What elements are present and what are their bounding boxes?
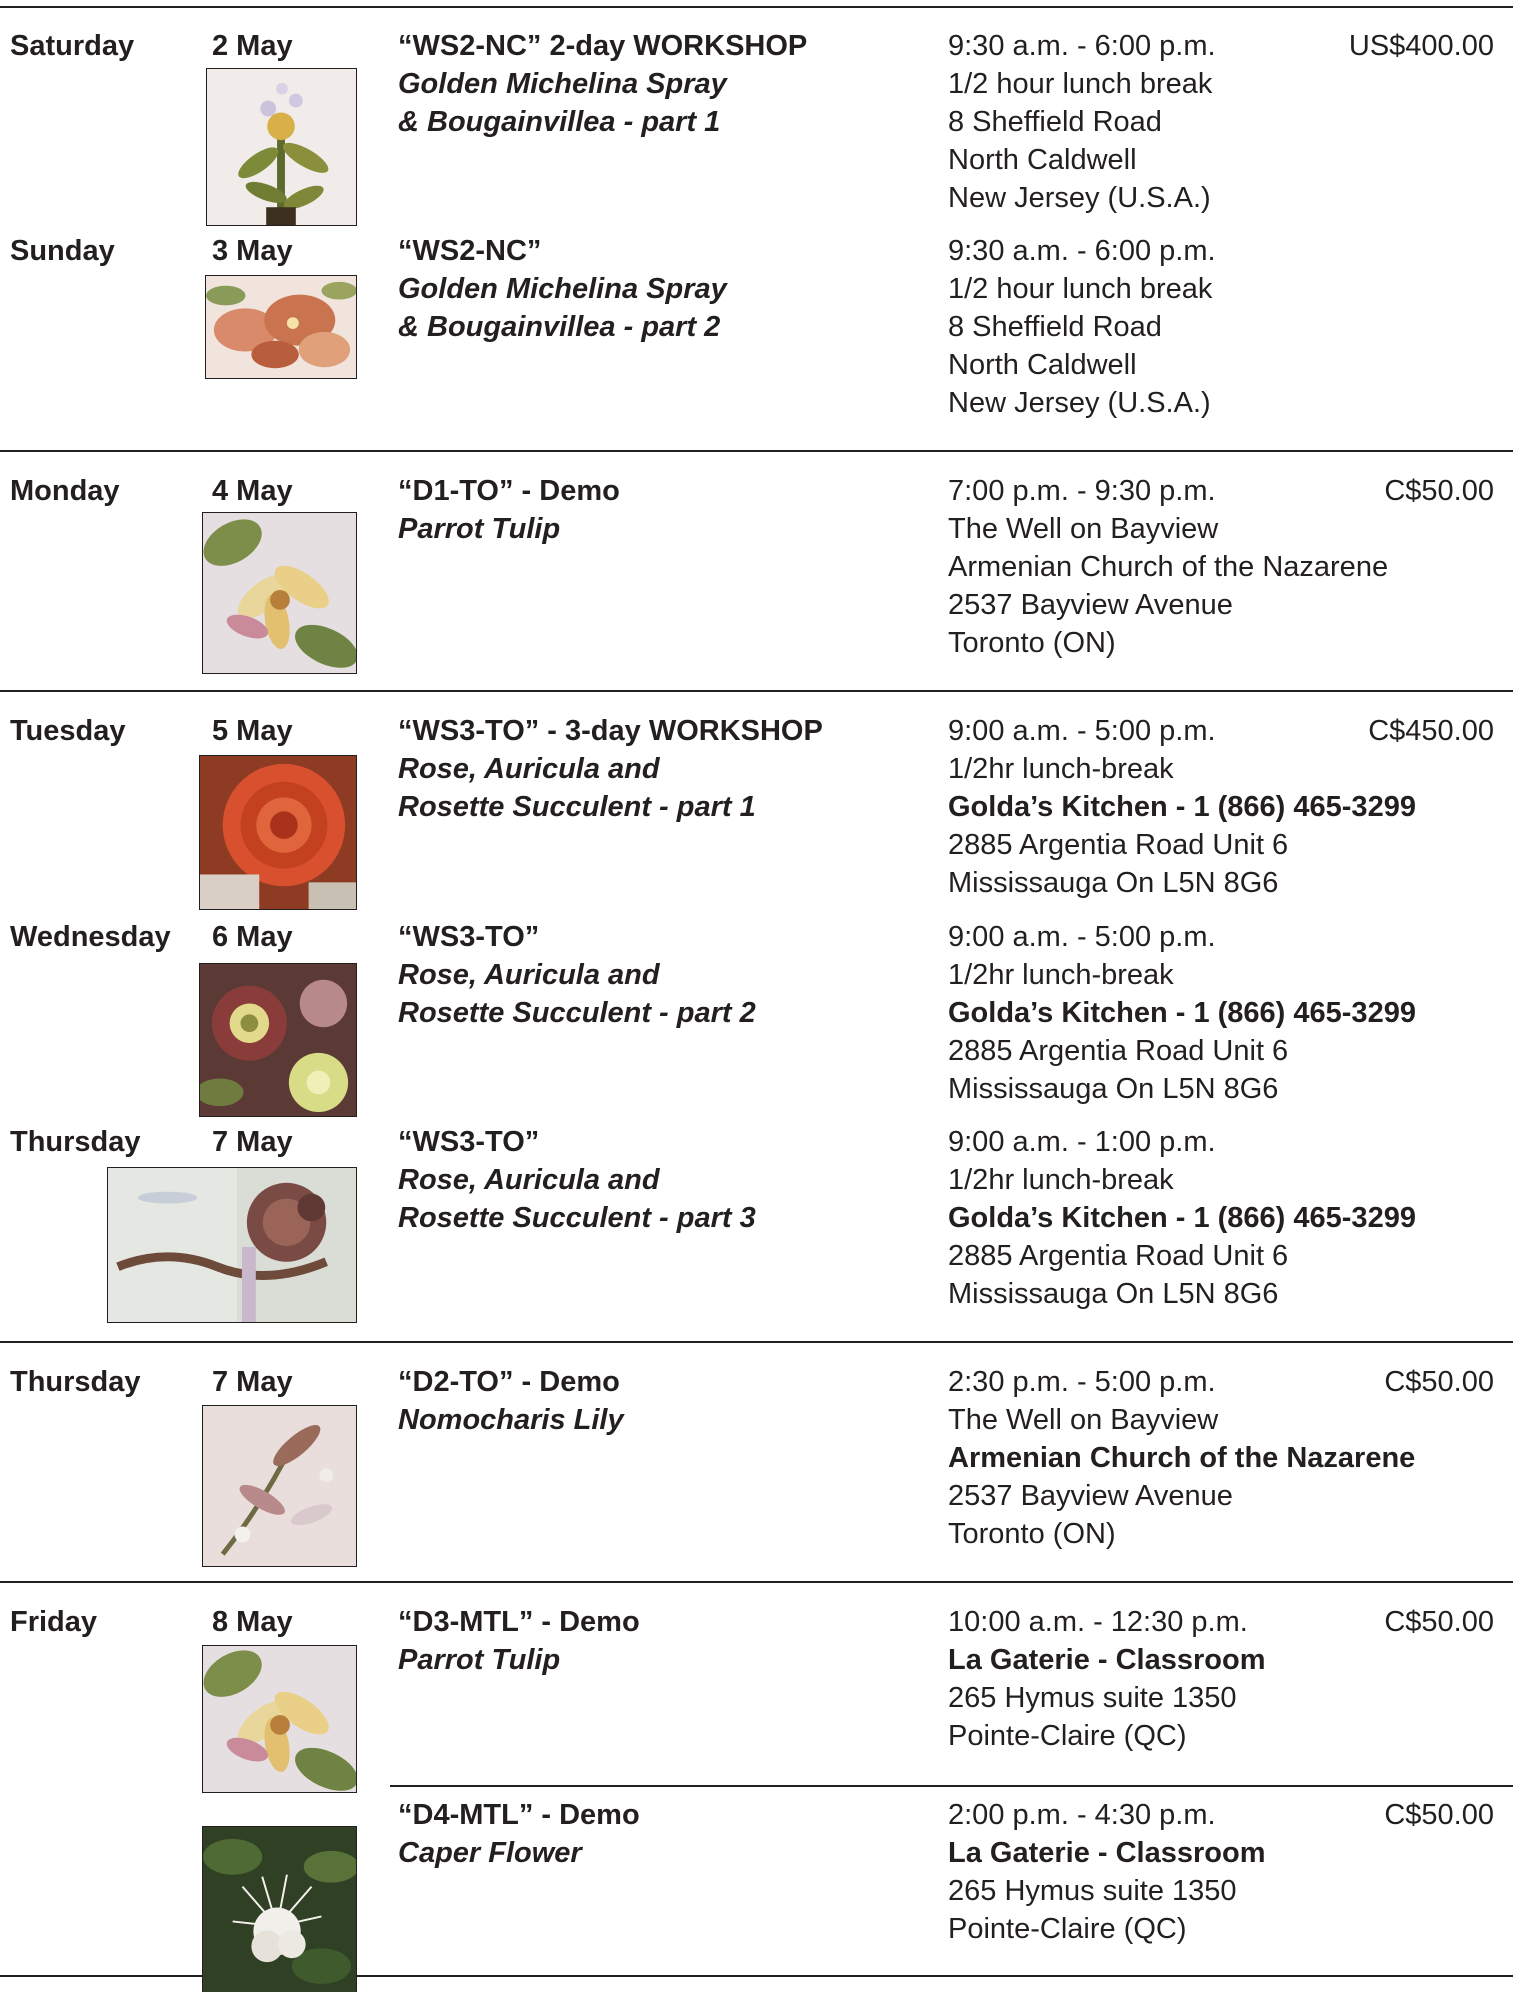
event-subtitle: Rosette Succulent - part 3 bbox=[398, 1202, 756, 1234]
event-location: 8 Sheffield Road bbox=[948, 106, 1162, 138]
date-label: 4 May bbox=[212, 475, 293, 507]
event-location: Pointe-Claire (QC) bbox=[948, 1720, 1187, 1752]
event-location: Golda’s Kitchen - 1 (866) 465-3299 bbox=[948, 1202, 1416, 1234]
event-subtitle: & Bougainvillea - part 2 bbox=[398, 311, 721, 343]
golden-michelina-spray-photo bbox=[206, 68, 357, 226]
event-time: 2:30 p.m. - 5:00 p.m. bbox=[948, 1366, 1216, 1398]
day-label: Friday bbox=[10, 1606, 98, 1638]
event-location: Golda’s Kitchen - 1 (866) 465-3299 bbox=[948, 997, 1416, 1029]
event-title: “D3-MTL” - Demo bbox=[398, 1606, 640, 1638]
event-location: 2885 Argentia Road Unit 6 bbox=[948, 1035, 1289, 1067]
date-label: 7 May bbox=[212, 1126, 293, 1158]
event-title: “WS2-NC” 2-day WORKSHOP bbox=[398, 30, 808, 62]
day-label: Thursday bbox=[10, 1366, 141, 1398]
divider bbox=[390, 1785, 1513, 1787]
event-price: C$50.00 bbox=[1384, 1799, 1494, 1831]
parrot-tulip-photo bbox=[202, 1645, 357, 1793]
event-location: New Jersey (U.S.A.) bbox=[948, 387, 1211, 419]
event-title: “D1-TO” - Demo bbox=[398, 475, 620, 507]
day-label: Wednesday bbox=[10, 921, 171, 953]
event-price: US$400.00 bbox=[1348, 30, 1494, 62]
day-label: Tuesday bbox=[10, 715, 126, 747]
event-location: Toronto (ON) bbox=[948, 627, 1116, 659]
event-subtitle: Parrot Tulip bbox=[398, 513, 561, 545]
event-subtitle: Rose, Auricula and bbox=[398, 1164, 660, 1196]
divider bbox=[0, 450, 1513, 452]
event-title: “WS3-TO” bbox=[398, 1126, 540, 1158]
divider bbox=[0, 1581, 1513, 1583]
date-label: 7 May bbox=[212, 1366, 293, 1398]
divider bbox=[0, 1341, 1513, 1343]
event-subtitle: Rose, Auricula and bbox=[398, 753, 660, 785]
rosette-succulent-photo bbox=[107, 1167, 357, 1323]
date-label: 2 May bbox=[212, 30, 293, 62]
event-price: C$450.00 bbox=[1368, 715, 1494, 747]
divider bbox=[0, 690, 1513, 692]
event-location: 2885 Argentia Road Unit 6 bbox=[948, 829, 1289, 861]
event-subtitle: Golden Michelina Spray bbox=[398, 68, 727, 100]
divider bbox=[0, 6, 1513, 8]
day-label: Sunday bbox=[10, 235, 115, 267]
event-time: 9:30 a.m. - 6:00 p.m. bbox=[948, 30, 1216, 62]
event-location: 1/2hr lunch-break bbox=[948, 753, 1174, 785]
event-location: 8 Sheffield Road bbox=[948, 311, 1162, 343]
parrot-tulip-photo bbox=[202, 512, 357, 674]
day-label: Saturday bbox=[10, 30, 135, 62]
event-location: North Caldwell bbox=[948, 349, 1137, 381]
caper-flower-photo bbox=[202, 1826, 357, 1992]
event-time: 7:00 p.m. - 9:30 p.m. bbox=[948, 475, 1216, 507]
event-location: Armenian Church of the Nazarene bbox=[948, 551, 1389, 583]
event-subtitle: Nomocharis Lily bbox=[398, 1404, 624, 1436]
bougainvillea-photo bbox=[205, 275, 357, 379]
day-label: Monday bbox=[10, 475, 120, 507]
nomocharis-lily-photo bbox=[202, 1405, 357, 1567]
event-location: La Gaterie - Classroom bbox=[948, 1644, 1266, 1676]
event-location: Mississauga On L5N 8G6 bbox=[948, 867, 1279, 899]
event-time: 9:30 a.m. - 6:00 p.m. bbox=[948, 235, 1216, 267]
event-location: 1/2 hour lunch break bbox=[948, 68, 1213, 100]
event-location: The Well on Bayview bbox=[948, 1404, 1219, 1436]
date-label: 3 May bbox=[212, 235, 293, 267]
event-subtitle: Parrot Tulip bbox=[398, 1644, 561, 1676]
event-title: “D4-MTL” - Demo bbox=[398, 1799, 640, 1831]
event-title: “WS3-TO” - 3-day WORKSHOP bbox=[398, 715, 823, 747]
event-subtitle: Rosette Succulent - part 1 bbox=[398, 791, 756, 823]
event-location: 1/2hr lunch-break bbox=[948, 1164, 1174, 1196]
event-location: Pointe-Claire (QC) bbox=[948, 1913, 1187, 1945]
event-time: 9:00 a.m. - 5:00 p.m. bbox=[948, 715, 1216, 747]
event-location: 265 Hymus suite 1350 bbox=[948, 1682, 1237, 1714]
event-title: “WS2-NC” bbox=[398, 235, 542, 267]
event-location: 2537 Bayview Avenue bbox=[948, 589, 1233, 621]
event-price: C$50.00 bbox=[1384, 475, 1494, 507]
event-time: 9:00 a.m. - 5:00 p.m. bbox=[948, 921, 1216, 953]
event-subtitle: Golden Michelina Spray bbox=[398, 273, 727, 305]
event-subtitle: Caper Flower bbox=[398, 1837, 582, 1869]
event-time: 2:00 p.m. - 4:30 p.m. bbox=[948, 1799, 1216, 1831]
event-price: C$50.00 bbox=[1384, 1606, 1494, 1638]
event-location: The Well on Bayview bbox=[948, 513, 1219, 545]
event-location: Golda’s Kitchen - 1 (866) 465-3299 bbox=[948, 791, 1416, 823]
event-time: 9:00 a.m. - 1:00 p.m. bbox=[948, 1126, 1216, 1158]
auricula-photo bbox=[199, 963, 357, 1117]
event-location: 2885 Argentia Road Unit 6 bbox=[948, 1240, 1289, 1272]
event-location: North Caldwell bbox=[948, 144, 1137, 176]
event-location: 2537 Bayview Avenue bbox=[948, 1480, 1233, 1512]
event-subtitle: Rosette Succulent - part 2 bbox=[398, 997, 756, 1029]
event-location: Toronto (ON) bbox=[948, 1518, 1116, 1550]
event-time: 10:00 a.m. - 12:30 p.m. bbox=[948, 1606, 1248, 1638]
date-label: 6 May bbox=[212, 921, 293, 953]
day-label: Thursday bbox=[10, 1126, 141, 1158]
event-location: 265 Hymus suite 1350 bbox=[948, 1875, 1237, 1907]
event-location: 1/2 hour lunch break bbox=[948, 273, 1213, 305]
event-location: 1/2hr lunch-break bbox=[948, 959, 1174, 991]
event-location: Armenian Church of the Nazarene bbox=[948, 1442, 1416, 1474]
event-location: Mississauga On L5N 8G6 bbox=[948, 1073, 1279, 1105]
event-location: New Jersey (U.S.A.) bbox=[948, 182, 1211, 214]
event-location: La Gaterie - Classroom bbox=[948, 1837, 1266, 1869]
event-location: Mississauga On L5N 8G6 bbox=[948, 1278, 1279, 1310]
event-subtitle: Rose, Auricula and bbox=[398, 959, 660, 991]
date-label: 8 May bbox=[212, 1606, 293, 1638]
date-label: 5 May bbox=[212, 715, 293, 747]
event-price: C$50.00 bbox=[1384, 1366, 1494, 1398]
rose-photo bbox=[199, 755, 357, 910]
event-title: “D2-TO” - Demo bbox=[398, 1366, 620, 1398]
event-title: “WS3-TO” bbox=[398, 921, 540, 953]
event-subtitle: & Bougainvillea - part 1 bbox=[398, 106, 721, 138]
